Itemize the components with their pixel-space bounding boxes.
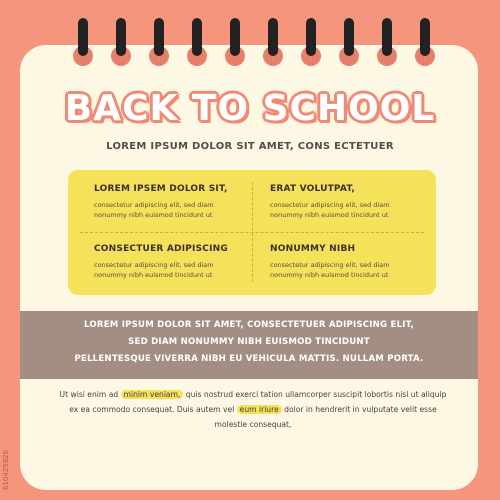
body-paragraph: Ut wisi enim ad minim veniam, quis nostrud exerci tation ullamcorper suscipit lobortis nisl ut aliquip ex ea commodo consequat. Duis autem vel eum iriure dolor in hendrerit in vulputate velit esse molestie consequat, xyxy=(59,390,447,429)
band-line: PELLENTESQUE VIVERRA NIBH EU VEHICULA MATTIS. NULLAM PORTA. xyxy=(74,354,424,364)
grid-cell-text: consectetur adipiscing elit, sed diam nonummy nibh euismod tincidunt ut xyxy=(270,261,390,279)
spiral-ring xyxy=(262,18,284,66)
highlighted-text: minim veniam, xyxy=(121,390,184,399)
spiral-ring xyxy=(300,18,322,66)
grid-cell xyxy=(270,244,430,280)
spiral-ring xyxy=(148,18,170,66)
spiral-ring xyxy=(338,18,360,66)
band-line: SED DIAM NONUMMY NIBH EUISMOD TINCIDUNT xyxy=(128,337,370,347)
stock-id-label: 610425826 xyxy=(2,449,10,490)
spiral-ring xyxy=(72,18,94,66)
grid-cell-text: consectetur adipiscing elit, sed diam nonummy nibh euismod tincidunt ut xyxy=(94,261,214,279)
grid-cell-heading: ERAT VOLUTPAT, xyxy=(270,184,356,194)
info-grid xyxy=(68,170,436,295)
highlighted-text: eum iriure xyxy=(237,405,282,414)
spiral-ring xyxy=(110,18,132,66)
spiral-ring xyxy=(376,18,398,66)
grid-cell-heading: CONSECTUER ADIPISCING xyxy=(94,244,228,254)
grid-cell xyxy=(94,184,254,220)
grid-cell-text: consectetur adipiscing elit, sed diam nonummy nibh euismod tincidunt ut xyxy=(94,201,214,219)
spiral-ring xyxy=(224,18,246,66)
grid-cell-heading: NONUMMY NIBH xyxy=(270,244,356,254)
spiral-ring xyxy=(414,18,436,66)
band-line: LOREM IPSUM DOLOR SIT AMET, CONSECTETUER ADIPISCING ELIT, xyxy=(84,320,414,330)
grid-cell xyxy=(270,184,430,220)
highlight-band xyxy=(20,311,478,379)
subtitle: LOREM IPSUM DOLOR SIT AMET, CONS ECTETUER xyxy=(106,141,394,152)
grid-cell xyxy=(94,244,254,280)
grid-cell-heading: LOREM IPSEM DOLOR SIT, xyxy=(94,184,228,194)
page-title: BACK TO SCHOOL xyxy=(64,88,436,129)
grid-divider-horizontal xyxy=(80,232,424,233)
spiral-ring xyxy=(186,18,208,66)
grid-cell-text: consectetur adipiscing elit, sed diam nonummy nibh euismod tincidunt ut xyxy=(270,201,390,219)
